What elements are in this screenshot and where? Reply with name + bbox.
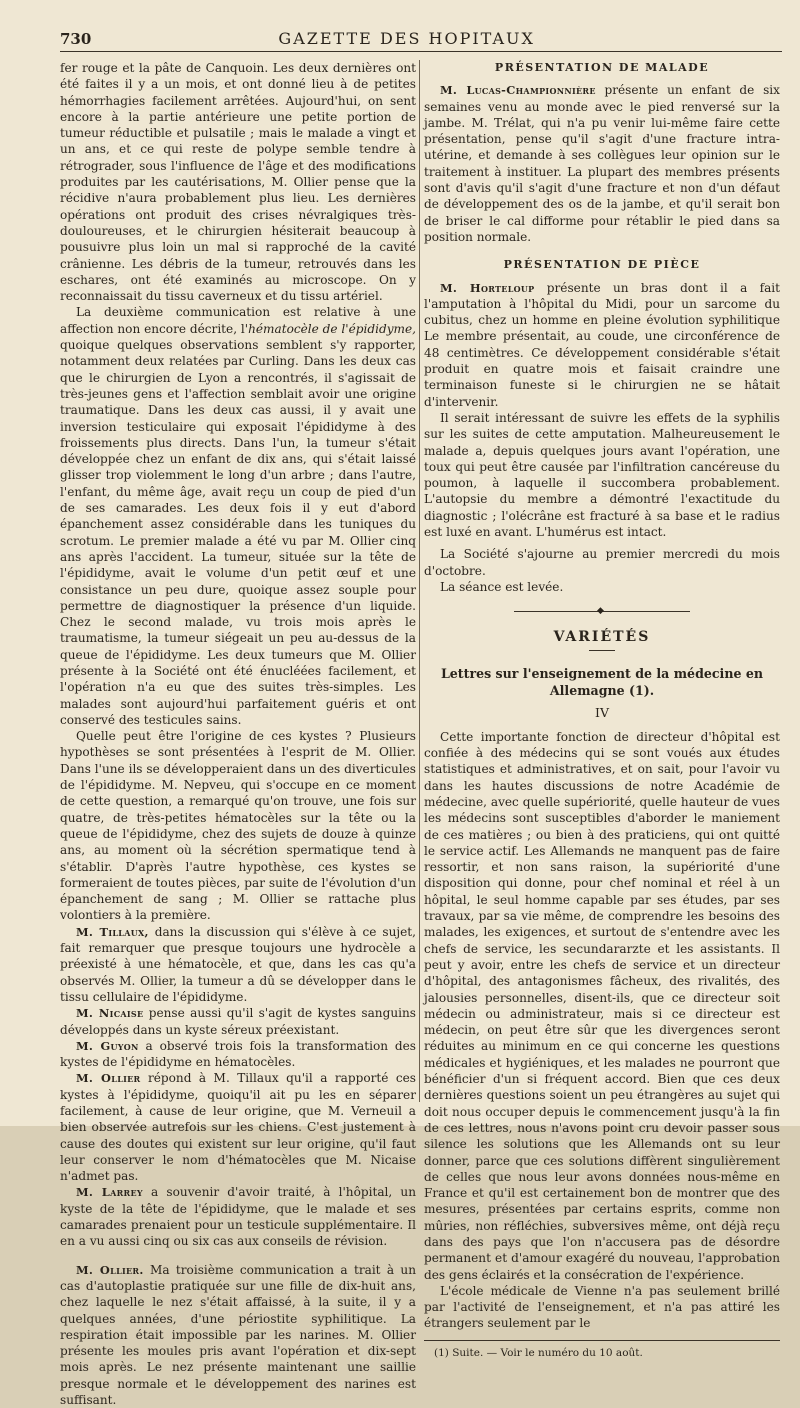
left-column [60,60,417,1408]
spacer [424,245,780,257]
speaker-name: M. Larrey [76,1185,143,1200]
article-number: IV [595,704,609,720]
speaker-name: M. Guyon [76,1038,139,1053]
page-number: 730 [60,30,92,48]
speaker-name: M. Tillaux, [76,924,149,939]
section-title-piece: PRÉSENTATION DE PIÈCE [503,258,701,272]
right-column [424,60,781,1359]
presentation-piece [424,280,780,410]
speaker-name: M. Lucas-Championnière [440,83,596,98]
speaker-text: présente un enfant de six semaines venu au monde avec le pied renversé sur la jambe. M. Trélat, qui n'a pu venir lui-même faire cette présentation, pense qu'il s'agit d'une fracture intra-utérine, et demande à ses collègues leur opinion sur le traitement à instituer. La plupart des membres présents sont d'avis qu'il s'agit d'une fracture et non d'un défaut de développement des os de la jambe, et qu'il serait bon de briser le cal difforme pour rétablir le pied dans sa position normale. [424,83,780,244]
ornamental-rule [424,605,780,619]
hematocele-term: hématocèle de l'épididyme, [248,321,417,336]
spacer [60,1250,416,1262]
speaker-text: pense aussi qu'il s'agit de kystes sanguins développés dans un kyste séreux préexistant. [60,1006,416,1037]
discussion-guyon [60,1038,416,1071]
speaker-text: Ma troisième communication a trait à un cas d'autoplastie pratiquée sur une fille de dix-huit ans, chez laquelle le nez s'était affaissé, à la suite, il y a quelques années, d'une périostite syphilitique. La respiration était impossible par les narines. M. Ollier présente les moules pris avant l'opération et dix-sept mois après. Le nez présente maintenant une saillie presque normale et le développement des narines est suffisant. [60,1262,416,1408]
page-header [60,18,782,52]
paragraph-hypotheses: Quelle peut être l'origine de ces kystes ? Plusieurs hypothèses se sont présentées à l'esprit de M. Ollier. Dans l'une ils se développeraient dans un des diverticules de l'épididyme. M. Nepveu, qui s'occupe en ce moment de cette question, a remarqué qu'on trouve, une fois sur quatre, de très-petites hématocèles sur la tête ou la queue de l'épididyme, chez des sujets de douze à quinze ans, au moment où la sécrétion spermatique tend à s'établir. D'après l'autre hypothèse, ces kystes se formeraient de toutes pièces, par suite de l'évolution d'un épanchement de sang ; M. Ollier se rattache plus volontiers à la première. [60,729,416,923]
article-title: Lettres sur l'enseignement de la médecine en Allemagne (1). [440,665,764,698]
speaker-name: M. Ollier. [76,1262,144,1277]
article-paragraph: Cette importante fonction de directeur d'hôpital est confiée à des médecins qui se sont voués aux études statistiques et administratives, et on sait, pour l'avoir vu dans les hautes discussions de notre Académie de médecine, avec quelle supériorité, quelle hauteur de vues les médecins sont susceptibles d'aborder le maniement de ces matières ; ou bien à des praticiens, qui ont quitté le service actif. Les Allemands ne manquent pas de faire ressortir, et non sans raison, la supériorité d'une disposition qui donne, pour chef nominal et réel à un hôpital, le seul homme capable par ses études, par ses travaux, par sa vie même, de comprendre les besoins des malades, les exigences, et surtout de s'entendre avec les chefs de service, les secundararzte et les assistants. Il peut y avoir, entre les chefs de service et un directeur d'hôpital, des antagonismes fâcheux, des rivalités, des jalousies personnelles, disent-ils, que ce directeur soit médecin ou administrateur, mais si ce directeur est médecin, on peut être sûr que les divergences seront réduites au minimum en ce qui concerne les questions médicales et hygiéniques, et les malades ne pourront que bénéficier d'un si fréquent accord. Bien que ces deux dernières questions soient un peu étrangères au sujet qui doit nous occuper depuis le commencement jusqu'à la fin de ces lettres, nous n'avons point cru devoir passer sous silence les solutions que les Allemands ont su leur donner, parce que ces solutions diffèrent singulièrement de celles que nous leur avons données nous-même en France et qu'il est certainement bon de montrer que des mesures, présentées par certains esprits, comme non mûries, non réfléchies, subversives même, ont déjà reçu dans des pays que l'on n'accusera pas de désordre permanent et d'amour exagéré du nouveau, l'approbation des gens éclairés et la consécration de l'expérience. [424,729,780,1282]
section-title-malade: PRÉSENTATION DE MALADE [494,61,710,74]
adjournment-note: La Société s'ajourne au premier mercredi du mois d'octobre. [424,547,780,578]
presentation-malade [424,82,780,245]
footnote: (1) Suite. — Voir le numéro du 10 août. [434,1346,643,1359]
short-divider [589,650,615,651]
speaker-text: a souvenir d'avoir traité, à l'hôpital, un kyste de la tête de l'épididyme, que le malade et ses camarades prenaient pour un testicule supplémentaire. Il en a vu aussi cinq ou six cas aux conseils de révision. [60,1185,417,1249]
column-divider [419,60,420,1102]
discussion-ollier [60,1070,416,1184]
hematocele-body: quoique quelques observations semblent s'y rapporter, notamment deux relatées par Curling. Dans les deux cas que le chirurgien de Lyon a rencontrés, il s'agissait de très-jeunes gens et l'affection semblait avoir une origine traumatique. Dans les deux cas aussi, il y avait une inversion testiculaire qui exposait l'épididyme à des froissements plus directs. Dans l'un, la tumeur s'était développée chez un enfant de dix ans, qui s'était laissé glisser trop violemment le long d'un arbre ; dans l'autre, l'enfant, du même âge, avait reçu un coup de pied d'un de ses camarades. Les deux fois il y eut d'abord épanchement assez considérable dans les tuniques du scrotum. Le premier malade a été vu par M. Ollier cinq ans après l'accident. La tumeur, située sur la tête de l'épididyme, avait le volume d'un petit œuf et une consistance un peu dure, quoique assez souple pour permettre de diagnostiquer la présence d'un liquide. Chez le second malade, vu trois mois après le traumatisme, la tumeur siégeait un peu au-dessus de la queue de l'épididyme. Les deux tumeurs que M. Ollier présente à la Société ont été énucléées facilement, et l'opération n'a eu que des suites très-simples. Les malades sont aujourd'hui parfaitement guéris et ont conservé des testicules sains. [60,338,416,727]
section-heading-varietes: VARIÉTÉS [553,629,651,646]
session-closed-note: La séance est levée. [440,579,564,594]
discussion-nicaise [60,1005,416,1038]
hematocele-intro: La deuxième communication est relative à une affection non encore décrite, l' [60,305,416,336]
presentation-piece-followup: Il serait intéressant de suivre les effets de la syphilis sur les suites de cette amputation. Malheureusement le malade a, depuis quelques jours avant l'opération, une toux qui peut être causée par l'infiltration cancéreuse du poumon, à laquelle il succombera probablement. L'autopsie du membre a démontré l'exactitude du diagnostic ; l'olécrâne est fracturé à sa base et le radius est luxé en avant. L'humérus est intact. [424,410,780,540]
discussion-larrey [60,1184,416,1249]
paragraph-hematocele [60,304,416,728]
paragraph-polyp: fer rouge et la pâte de Canquoin. Les deux dernières ont été faites il y a un mois, et ont donné lieu à de petites hémorrhagies facilement arrêtées. Aujourd'hui, on sent encore à la partie antérieure une petite portion de tumeur réductible et pulsatile ; mais le malade a vingt et un ans, et ce qui reste de polype semble tendre à rétrograder, sous l'influence de l'âge et des modifications produites par les cautérisations, M. Ollier pense que la récidive n'aura probablement plus lieu. Les dernières opérations ont produit des crises névralgiques très-douloureuses, et le chirurgien hésiterait beaucoup à pousuivre plus loin un mal si rapproché de la cavité crânienne. Les débris de la tumeur, retrouvés dans les eschares, ont été examinés au microscope. On y reconnaissait du tissu caverneux et du tissu artériel. [60,61,416,304]
speaker-text: dans la discussion qui s'élève à ce sujet, fait remarquer que presque toujours une hydrocèle a préexisté à une hématocèle, et que, dans les cas qu'a observés M. Ollier, la tumeur a dû se développer dans le tissu cellulaire de l'épididyme. [60,924,416,1004]
speaker-text: a observé trois fois la transformation des kystes de l'épididyme en hématocèles. [60,1038,416,1070]
footnote-divider [424,1340,780,1341]
discussion-tillaux [60,924,416,1005]
journal-title: GAZETTE DES HOPITAUX [278,29,535,48]
speaker-name: M. Ollier [76,1071,141,1086]
diamond-ornament-icon: ◆ [597,606,604,617]
speaker-text: répond à M. Tillaux qu'il a rapporté ces kystes à l'épididyme, quoiqu'il ait pu les en séparer facilement, à cause de leur origine, que M. Verneuil a bien observée autrefois sur les chiens. C'est justement à cause des doutes qui existent sur leur origine, qu'il faut leur conserver le nom d'hématocèles que M. Nicaise n'admet pas. [60,1071,416,1184]
article-paragraph: L'école médicale de Vienne n'a pas seulement brillé par l'activité de l'enseignement, et n'a pas attiré les étrangers seulement par le [424,1283,780,1331]
speaker-name: M. Horteloup [440,280,535,295]
discussion-ollier-autoplasty [60,1262,416,1408]
speaker-name: M. Nicaise [76,1006,144,1021]
speaker-text: présente un bras dont il a fait l'amputation à l'hôpital du Midi, pour un sarcome du cubitus, chez un homme en pleine évolution syphilitique Le membre présentait, au coude, une circonférence de 48 centimètres. Ce développement considérable s'était produit en quatre mois et faisait craindre une terminaison funeste si le chirurgien ne se hâtait d'intervenir. [424,280,781,409]
